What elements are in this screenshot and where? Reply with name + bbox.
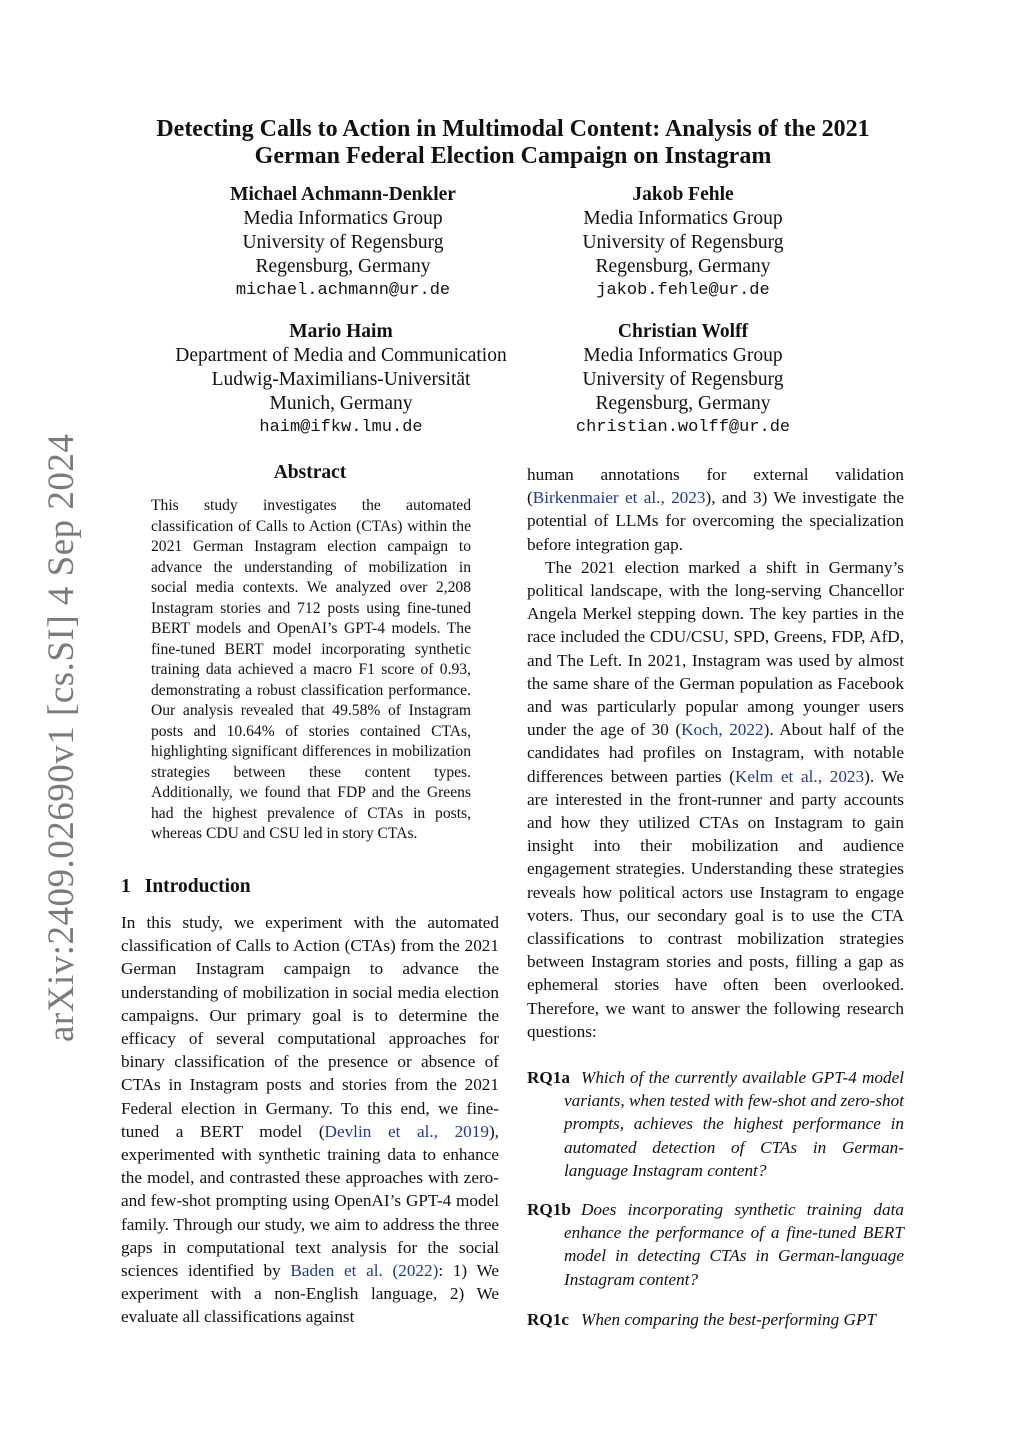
abstract-body: This study investigates the automated classification of Calls to Action (CTAs) within the 2021 German Instagram election campaign to advance the understanding of mobilization in social media contexts. We analyzed over 2,208 Instagram stories and 712 posts using fine-tuned BERT models and OpenAI’s GPT-4 models. The fine-tuned BERT model incorporating synthetic training data achieved a macro F1 score of 0.93, demonstrating a robust classification performance. Our analysis revealed that 49.58% of Instagram posts and 10.64% of stories contained CTAs, highlighting significant differences in mobilization strategies between these content types. Additionally, we found that FDP and the Greens had the highest prevalence of CTAs in posts, whereas CDU and CSU led in story CTAs. bbox=[151, 497, 471, 842]
research-question-rq1a bbox=[527, 1066, 904, 1182]
author-block-3 bbox=[160, 320, 522, 440]
author-location: Munich, Germany bbox=[269, 393, 413, 414]
introduction-paragraph bbox=[121, 911, 499, 1329]
author-email[interactable]: haim@ifkw.lmu.de bbox=[259, 418, 423, 437]
author-institution: University of Regensburg bbox=[242, 232, 444, 253]
author-block-1 bbox=[193, 183, 493, 303]
section-title: Introduction bbox=[144, 876, 251, 897]
author-affiliation: Department of Media and Communication bbox=[175, 345, 507, 366]
paper-title bbox=[110, 116, 916, 170]
citation-baden[interactable]: Baden et al. (2022) bbox=[290, 1261, 439, 1281]
author-affiliation: Media Informatics Group bbox=[583, 345, 783, 366]
rq-text: When comparing the best-performing GPT bbox=[581, 1310, 877, 1329]
right-text-part: ). About half of the candidates had profiles on Instagram, with notable differences between parties ( bbox=[527, 720, 904, 786]
author-block-2 bbox=[543, 183, 823, 303]
author-email[interactable]: michael.achmann@ur.de bbox=[235, 281, 451, 300]
author-location: Regensburg, Germany bbox=[595, 256, 771, 277]
author-block-4 bbox=[543, 320, 823, 440]
right-text-part: The 2021 election marked a shift in Germany’s political landscape, with the long-serving Chancellor Angela Merkel stepping down. The key parties in the race included the CDU/CSU, SPD, Greens, FDP, AfD, and The Left. In 2021, Instagram was used by almost the same share of the German population as Facebook and was particularly popular among younger users under the age of 30 ( bbox=[527, 557, 904, 740]
right-text-part: ), and 3) We investigate the potential of LLMs for overcoming the specialization before integration gap. bbox=[527, 488, 904, 554]
right-column bbox=[527, 463, 904, 1043]
right-paragraph-2 bbox=[527, 556, 904, 1043]
citation-devlin[interactable]: Devlin et al., 2019 bbox=[324, 1121, 489, 1141]
citation-kelm[interactable]: Kelm et al., 2023 bbox=[734, 766, 865, 786]
citation-koch[interactable]: Koch, 2022 bbox=[681, 720, 764, 740]
author-institution: Ludwig-Maximilians-Universität bbox=[211, 369, 471, 390]
author-name: Mario Haim bbox=[289, 321, 393, 342]
rq-label: RQ1b bbox=[527, 1200, 571, 1219]
rq-text: Does incorporating synthetic training data enhance the performance of a fine-tuned BERT model in detecting CTAs in German-language Instagram content? bbox=[564, 1200, 904, 1289]
right-text-part: ). We are interested in the front-runner and party accounts and how they utilized CTAs on Instagram to gain insight into their mobilization and audience engagement strategies. Understanding these strategies reveals how political actors use Instagram to engage voters. Thus, our secondary goal is to use the CTA classifications to contrast mobilization strategies between Instagram stories and posts, filling a gap as ephemeral stories have often been overlooked. Therefore, we want to answer the following research questions: bbox=[527, 766, 905, 1041]
arxiv-identifier: arXiv:2409.02690v1 [cs.SI] 4 Sep 2024 bbox=[41, 433, 82, 1042]
rq-text: Which of the currently available GPT-4 model variants, when tested with few-shot and zero-shot prompts, achieves the highest performance in automated detection of CTAs in German-language Instagram content? bbox=[564, 1068, 904, 1180]
abstract-heading: Abstract bbox=[273, 462, 347, 483]
right-paragraph-1 bbox=[527, 463, 904, 556]
author-name: Michael Achmann-Denkler bbox=[230, 184, 456, 205]
research-question-rq1b bbox=[527, 1198, 904, 1291]
author-name: Jakob Fehle bbox=[632, 184, 734, 205]
author-affiliation: Media Informatics Group bbox=[583, 208, 783, 229]
rq-label: RQ1a bbox=[527, 1068, 570, 1087]
intro-text-part: : 1) We experiment with a non-English language, 2) We evaluate all classifications against bbox=[121, 1261, 499, 1327]
intro-text-part: In this study, we experiment with the automated classification of Calls to Action (CTAs) from the 2021 German Instagram campaign to advance the understanding of mobilization in social media election campaigns. Our primary goal is to determine the efficacy of several computational approaches for binary classification of the presence or absence of CTAs in Instagram posts and stories from the 2021 Federal election in Germany. To this end, we fine-tuned a BERT model ( bbox=[121, 913, 499, 1141]
research-question-rq1c bbox=[527, 1308, 904, 1331]
section-heading-introduction bbox=[121, 876, 501, 898]
author-location: Regensburg, Germany bbox=[255, 256, 431, 277]
intro-text-part: ), experimented with synthetic training data to enhance the model, and contrasted these approaches with zero- and few-shot prompting using OpenAI’s GPT-4 model family. Through our study, we aim to address the three gaps in computational text analysis for the social sciences identified by bbox=[121, 1121, 499, 1281]
section-number: 1 bbox=[121, 876, 131, 897]
citation-birkenmaier[interactable]: Birkenmaier et al., 2023 bbox=[532, 488, 706, 508]
author-affiliation: Media Informatics Group bbox=[243, 208, 443, 229]
author-email[interactable]: christian.wolff@ur.de bbox=[575, 418, 791, 437]
author-name: Christian Wolff bbox=[617, 321, 749, 342]
author-email[interactable]: jakob.fehle@ur.de bbox=[596, 281, 770, 300]
author-location: Regensburg, Germany bbox=[595, 393, 771, 414]
author-institution: University of Regensburg bbox=[582, 369, 784, 390]
author-institution: University of Regensburg bbox=[582, 232, 784, 253]
title-line-1: Detecting Calls to Action in Multimodal Content: Analysis of the 2021 bbox=[156, 116, 870, 142]
rq-label: RQ1c bbox=[527, 1310, 570, 1329]
right-text-part: human annotations for external validation ( bbox=[527, 465, 904, 508]
title-line-2: German Federal Election Campaign on Instagram bbox=[254, 143, 772, 169]
